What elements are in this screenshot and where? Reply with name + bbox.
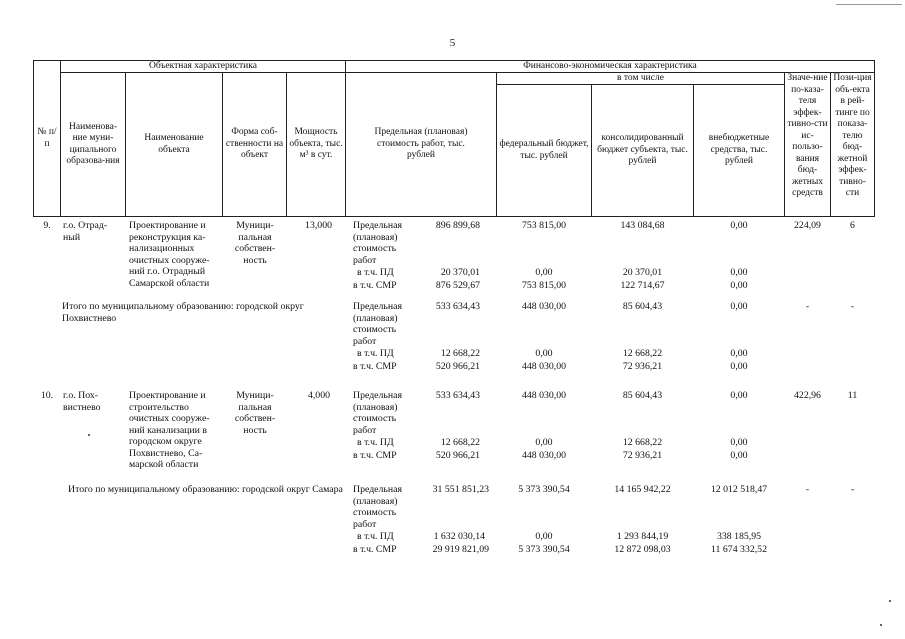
header-object-name: Наименование объекта: [125, 72, 223, 217]
header-group-finance: Финансово-экономическая характеристика: [345, 60, 875, 73]
row-consolidated-pd: 12 668,22: [622, 437, 663, 448]
row-consolidated: 14 165 942,22: [614, 484, 671, 495]
row-extrabudget-pd: 338 185,95: [716, 531, 762, 542]
row-federal: 5 373 390,54: [518, 484, 570, 495]
row-extrabudget: 0,00: [730, 220, 748, 231]
row-label-smr: в т.ч. СМР: [353, 450, 397, 461]
row-federal-pd: 0,00: [535, 348, 553, 359]
row-consolidated-smr: 72 936,21: [622, 361, 663, 372]
row-federal: 753 815,00: [521, 220, 567, 231]
row-total: 31 551 851,23: [432, 484, 489, 495]
row-total: 533 634,43: [435, 390, 480, 401]
row-federal-pd: 0,00: [535, 531, 553, 542]
row-extrabudget-smr: 0,00: [730, 280, 748, 291]
row-consolidated-pd: 20 370,01: [622, 267, 663, 278]
row-label-pd: в т.ч. ПД: [357, 531, 394, 542]
subtotal-label: Итого по муниципальному образованию: городской округ Самара: [68, 484, 343, 495]
row-consolidated-smr: 72 936,21: [622, 450, 663, 461]
row-label-pd: в т.ч. ПД: [357, 437, 394, 448]
header-ownership: Форма соб-ственности на объект: [222, 72, 287, 217]
row-label-smr: в т.ч. СМР: [353, 280, 397, 291]
row-indicator: -: [805, 484, 810, 495]
header-group-object: Объектная характеристика: [60, 60, 346, 73]
row-total-smr: 29 919 821,09: [432, 544, 489, 555]
header-limit-cost: Предельная (плановая) стоимость работ, тыс. рублей: [345, 72, 497, 217]
row-position: 6: [850, 220, 855, 231]
row-consolidated-smr: 12 872 098,03: [614, 544, 671, 555]
row-position: -: [850, 301, 855, 312]
row-federal-smr: 448 030,00: [521, 450, 567, 461]
header-capacity: Мощность объекта, тыс. м³ в сут.: [286, 72, 346, 217]
row-position: 11: [847, 390, 858, 401]
header-federal: федеральный бюджет, тыс. рублей: [496, 84, 592, 217]
row-consolidated: 85 604,43: [622, 390, 663, 401]
row-capacity: 4,000: [307, 390, 330, 401]
row-federal-smr: 5 373 390,54: [518, 544, 570, 555]
row-municipality: г.о. Отрад-ный: [63, 220, 108, 243]
row-position: -: [850, 484, 855, 495]
header-consolidated: консолидированный бюджет субъекта, тыс. рублей: [591, 84, 694, 217]
row-federal: 448 030,00: [521, 390, 567, 401]
scan-speck: [889, 600, 891, 602]
scan-speck: [88, 434, 90, 436]
row-extrabudget-smr: 11 674 332,52: [711, 544, 767, 555]
row-total-pd: 12 668,22: [440, 437, 480, 448]
row-extrabudget-smr: 0,00: [730, 450, 748, 461]
row-total: 533 634,43: [435, 301, 480, 312]
row-federal-smr: 753 815,00: [521, 280, 567, 291]
row-consolidated: 85 604,43: [622, 301, 663, 312]
header-position: Пози-ция объ-екта в рей-тинге по показа-телю бюд-жетной эффек-тивно-сти: [830, 72, 875, 217]
scan-speck: [880, 624, 882, 626]
row-label-smr: в т.ч. СМР: [353, 544, 397, 555]
row-extrabudget-pd: 0,00: [730, 267, 748, 278]
row-ownership: Муници-пальная собствен-ность: [234, 220, 276, 266]
row-total-smr: 876 529,67: [435, 280, 480, 291]
row-extrabudget: 12 012 518,47: [710, 484, 768, 495]
subtotal-label: Итого по муниципальному образованию: городской округ Похвистнево: [62, 301, 304, 324]
header-extrabudget: внебюджетные средства, тыс. рублей: [693, 84, 785, 217]
row-total-pd: 12 668,22: [440, 348, 480, 359]
header-municipality: Наименова-ние муни-ципального образова-ния: [60, 72, 126, 217]
row-label-pd: в т.ч. ПД: [357, 348, 394, 359]
row-object: Проектирование и реконструкция ка-нализационных очистных сооруже-ний г.о. Отрадный Самарской области: [129, 220, 210, 289]
row-federal-pd: 0,00: [535, 437, 553, 448]
row-indicator: 224,09: [794, 220, 821, 231]
row-extrabudget-pd: 0,00: [730, 437, 748, 448]
row-capacity: 13,000: [305, 220, 332, 231]
row-num: 9.: [43, 220, 51, 231]
header-incl: в том числе: [496, 72, 785, 85]
row-label-main: Предельная (плановая) стоимость работ: [353, 220, 402, 266]
row-municipality: г.о. Пох-вистнево: [63, 390, 101, 413]
row-label-smr: в т.ч. СМР: [353, 361, 397, 372]
row-total: 896 899,68: [435, 220, 480, 231]
row-extrabudget: 0,00: [730, 301, 748, 312]
row-label-main: Предельная (плановая) стоимость работ: [353, 390, 402, 436]
row-label-main: Предельная (плановая) стоимость работ: [353, 301, 402, 347]
row-extrabudget: 0,00: [730, 390, 748, 401]
row-indicator: 422,96: [794, 390, 821, 401]
page-number: 5: [449, 37, 456, 49]
row-ownership: Муници-пальная собствен-ность: [234, 390, 276, 436]
row-consolidated-smr: 122 714,67: [620, 280, 665, 291]
row-indicator: -: [805, 301, 810, 312]
row-total-smr: 520 966,21: [435, 361, 480, 372]
row-label-pd: в т.ч. ПД: [357, 267, 394, 278]
row-object: Проектирование и строительство очистных сооруже-ний канализации в городском округе Похвистнево, Са-марской области: [129, 390, 210, 470]
row-extrabudget-smr: 0,00: [730, 361, 748, 372]
row-federal-smr: 448 030,00: [521, 361, 567, 372]
header-indicator: Значе-ние по-каза-теля эффек-тивно-сти ис-пользо-вания бюд-жетных средств: [784, 72, 831, 217]
row-consolidated-pd: 12 668,22: [622, 348, 663, 359]
row-extrabudget-pd: 0,00: [730, 348, 748, 359]
row-consolidated-pd: 1 293 844,19: [616, 531, 669, 542]
scan-edge-line: [836, 4, 902, 5]
row-total-pd: 20 370,01: [440, 267, 480, 278]
row-federal: 448 030,00: [521, 301, 567, 312]
header-num: № п/п: [33, 60, 61, 217]
row-label-main: Предельная (плановая) стоимость работ: [353, 484, 402, 530]
row-total-smr: 520 966,21: [435, 450, 480, 461]
row-federal-pd: 0,00: [535, 267, 553, 278]
row-num: 10.: [40, 390, 54, 401]
row-consolidated: 143 084,68: [620, 220, 665, 231]
row-total-pd: 1 632 030,14: [433, 531, 485, 542]
